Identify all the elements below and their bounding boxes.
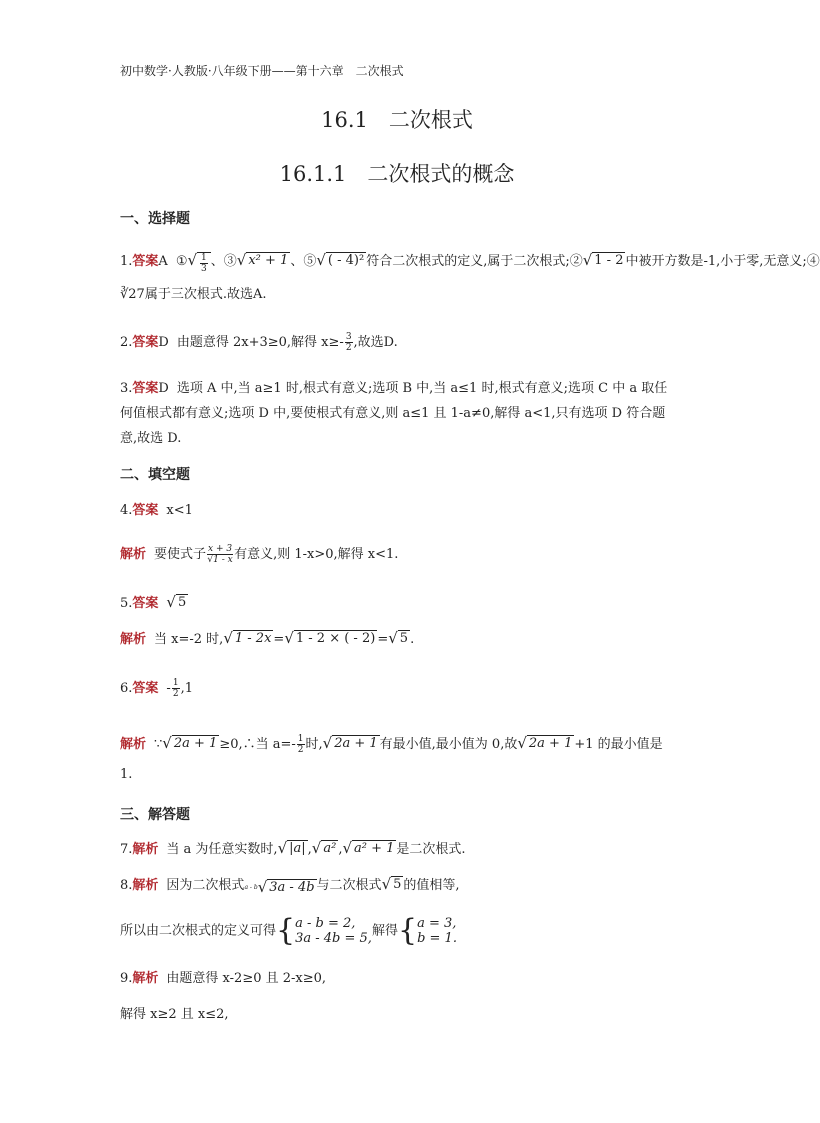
q1-choice: A [158,254,168,269]
q2-text: ,故选D. [353,335,398,350]
answer-label: 答案 [132,503,159,518]
analysis-label: 解析 [120,737,147,752]
radical: √ 1 - 2 [582,251,624,269]
analysis-label: 解析 [132,878,159,893]
q5-text: 当 x=-2 时, [154,632,224,647]
section-heading-fill: 二、填空题 [120,467,190,483]
analysis-label: 解析 [120,547,147,562]
q4-analysis [120,544,398,565]
q1-text: 符合二次根式的定义,属于二次根式;② [366,254,583,269]
q1-text: 属于三次根式.故选A. [144,287,267,302]
q1-line1 [120,252,820,274]
radical: √ 1 - 2 × ( - 2) [284,629,376,647]
radical: √ 1 - 2x [223,629,272,647]
radical: √ 2a + 1 [162,734,218,752]
q4-answer-value: x<1 [166,503,193,518]
fraction: $\frac{1}{2}$ [172,678,179,699]
radical: √ a² [311,839,337,857]
fraction: $\frac{3}{2}$ [345,332,352,353]
q7-analysis: 7.解析 当 a 为任意实数时, √ |a| , √ a² , √ a² + 1 是二次根式. [120,839,466,857]
solution-system: { a = 3, b = 1. [397,913,457,948]
analysis-label: 解析 [120,632,147,647]
answer-label: 答案 [132,335,159,350]
q4-text: 要使式子 [154,547,207,562]
equation-system: { a - b = 2, 3a - 4b = 5, [276,913,372,948]
q3-text: 选项 A 中,当 a≥1 时,根式有意义;选项 B 中,当 a≤1 时,根式有意义;选项 C 中 a 取任何值根式都有意义;选项 D 中,要使根式有意义,则 a≤1 且 1-a≠0,解得 a<1,只有选项 D 符合题意,故选 D. [120,381,668,446]
q2-text: 由题意得 2x+3≥0,解得 x≥- [176,335,344,350]
radical: √ 2a + 1 [322,734,378,752]
q6-answer-value: ,1 [180,681,193,696]
q1-number: 1. [120,254,133,269]
q2-number: 2. [120,335,133,350]
q8-system-line: 所以由二次根式的定义可得 { a - b = 2, 3a - 4b = 5, 解得 { a = 3, b = 1. [120,913,457,948]
radical: a - b √ 3a - 4b [244,878,315,896]
q9-analysis: 9.解析 由题意得 x-2≥0 且 2-x≥0, [120,971,327,986]
q6-analysis-cont: 1. [120,767,133,782]
q5-analysis: 解析 当 x=-2 时, √ 1 - 2x = √ 1 - 2 × ( - 2) = √ 5 . [120,629,415,647]
q4-answer [120,502,193,520]
q9-analysis-cont: 解得 x≥2 且 x≤2, [120,1007,229,1022]
q3-number: 3. [120,381,133,396]
fraction: $\frac{x + 3}{√1 - x}$ [207,544,233,565]
answer-label: 答案 [132,681,159,696]
q2-line [120,332,398,353]
breadcrumb: 初中数学·人教版·八年级下册——第十六章 二次根式 [120,64,404,78]
answer-label: 答案 [132,254,159,269]
q8-analysis: 8.解析 因为二次根式 a - b √ 3a - 4b 与二次根式 √ 5 的值相等, [120,875,460,896]
analysis-label: 解析 [132,971,159,986]
radical: √ ( - 4)² [316,251,365,269]
q1-text: 中被开方数是-1,小于零,无意义;④ [625,254,820,269]
q7-number: 7. [120,842,133,857]
radical: √ $\frac{1}{3}$ [187,252,210,274]
subsection-title: 16.1.1 二次根式的概念 [279,162,515,186]
analysis-label: 解析 [132,842,159,857]
q8-number: 8. [120,878,133,893]
q4-text: 有意义,则 1-x>0,解得 x<1. [234,547,399,562]
answer-label: 答案 [132,381,159,396]
q3-choice: D [158,381,169,396]
radical: √ a² + 1 [342,839,395,857]
section-heading-solve: 三、解答题 [120,807,190,823]
q6-number: 6. [120,681,133,696]
q6-analysis: 解析 ∵ √ 2a + 1 ≥0,∴当 a=- $\frac{1}{2}$ 时, √ 2a + 1 有最小值,最小值为 0,故 √ 2a + 1 +1 的最小值是 [120,734,663,755]
radical: √ |a| [277,839,306,857]
fraction: $\frac{1}{2}$ [297,734,304,755]
q9-number: 9. [120,971,133,986]
radical: √ 5 [381,875,402,893]
radical: √ 2a + 1 [517,734,573,752]
q2-choice: D [158,335,169,350]
q5-answer [120,594,188,613]
radical: √ x² + 1 [236,251,289,269]
q1-text: 、③ [210,254,237,269]
radical: √ 5 [388,629,409,647]
q5-number: 5. [120,596,133,611]
q4-number: 4. [120,503,133,518]
answer-label: 答案 [132,596,159,611]
q3-block [120,376,680,451]
q1-text: 、⑤ [290,254,317,269]
q1-line2 [120,286,266,304]
cube-root: ∛27 [120,287,145,302]
section-heading-choice: 一、选择题 [120,211,190,227]
q1-text: ① [175,254,188,269]
radical: √ 5 [166,593,187,611]
q6-answer: 6.答案 - $\frac{1}{2}$ ,1 [120,678,193,699]
section-title: 16.1 二次根式 [321,108,473,132]
